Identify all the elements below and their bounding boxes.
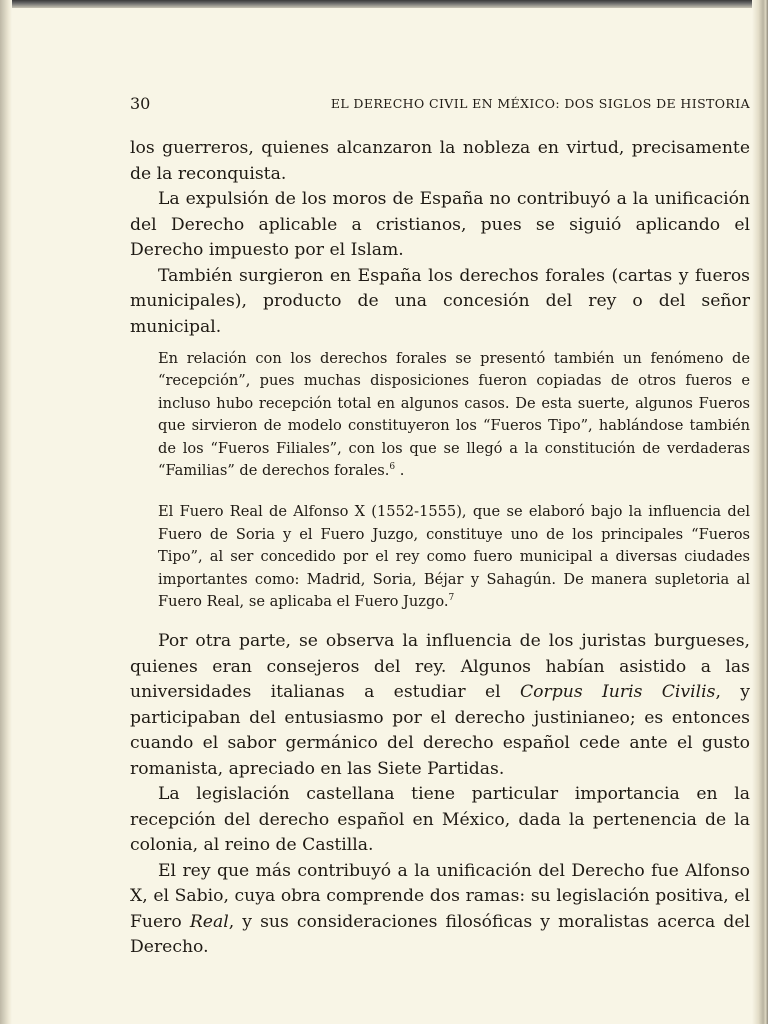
running-title: EL DERECHO CIVIL EN MÉXICO: DOS SIGLOS DE HISTORIA	[330, 96, 750, 111]
block-quote-2-text: El Fuero Real de Alfonso X (1552-1555), que se elaboró bajo la influencia del Fuero de Soria y el Fuero Juzgo, constituye uno de los principales “Fueros Tipo”, al ser concedido por el rey como fuero municipal a diversas ciudades importantes como: Madrid, Soria, Béjar y Sahagún. De manera supletoria al Fuero Real, se aplicaba el Fuero Juzgo.	[158, 503, 750, 611]
body-text	[130, 136, 750, 961]
italic-real: Real	[189, 911, 229, 932]
footnote-ref-6: 6	[389, 462, 396, 473]
top-page-edge	[0, 0, 768, 8]
italic-corpus-iuris: Corpus Iuris Civilis	[520, 682, 716, 703]
paragraph-1: los guerreros, quienes alcanzaron la nobleza en virtud, precisamente de la reconquista.	[130, 138, 750, 184]
paragraph-3: También surgieron en España los derechos forales (cartas y fueros municipales), producto de una concesión del rey o del señor municipal.	[130, 265, 750, 337]
block-quote-1	[158, 348, 750, 482]
right-page-edge	[752, 0, 768, 1024]
page-number: 30	[130, 94, 151, 113]
paragraph-6: El rey que más contribuyó a la unificación del Derecho fue Alfonso X, el Sabio, cuya obra comprende dos ramas: su legislación positiva, el Fuero Real, y sus consideraciones filosóficas y moralistas acerca del Derecho.	[130, 860, 750, 958]
paragraph-2: La expulsión de los moros de España no contribuyó a la unificación del Derecho aplicable a cristianos, pues se siguió aplicando el Derecho impuesto por el Islam.	[130, 189, 750, 260]
paragraph-4: Por otra parte, se observa la influencia de los juristas burgueses, quienes eran consejeros del rey. Algunos habían asistido a las universidades italianas a estudiar el Corpus Iuris Civilis, y participaban del entusiasmo por el derecho justinianeo; es entonces cuando el sabor germánico del derecho español cede ante el gusto romanista, apreciado en las Siete Partidas.	[130, 631, 750, 779]
block-quote-1-text: En relación con los derechos forales se presentó también un fenómeno de “recepción”, pues muchas disposiciones fueron copiadas de otros fueros e incluso hubo recepción total en algunos casos. De esta suerte, algunos Fueros que sirvieron de modelo constituyeron los “Fueros Tipo”, hablándose también de los “Fueros Filiales”, con los que se llegó a la constitución de verdaderas “Familias” de derechos forales.	[158, 350, 750, 480]
book-gutter	[0, 0, 12, 1024]
page-header	[130, 94, 750, 116]
block-quote-1-tail: .	[395, 462, 405, 480]
block-quote-2	[158, 501, 750, 613]
footnote-ref-7: 7	[448, 593, 455, 604]
paragraph-5: La legislación castellana tiene particular importancia en la recepción del derecho español en México, dada la pertenencia de la colonia, al reino de Castilla.	[130, 784, 750, 856]
